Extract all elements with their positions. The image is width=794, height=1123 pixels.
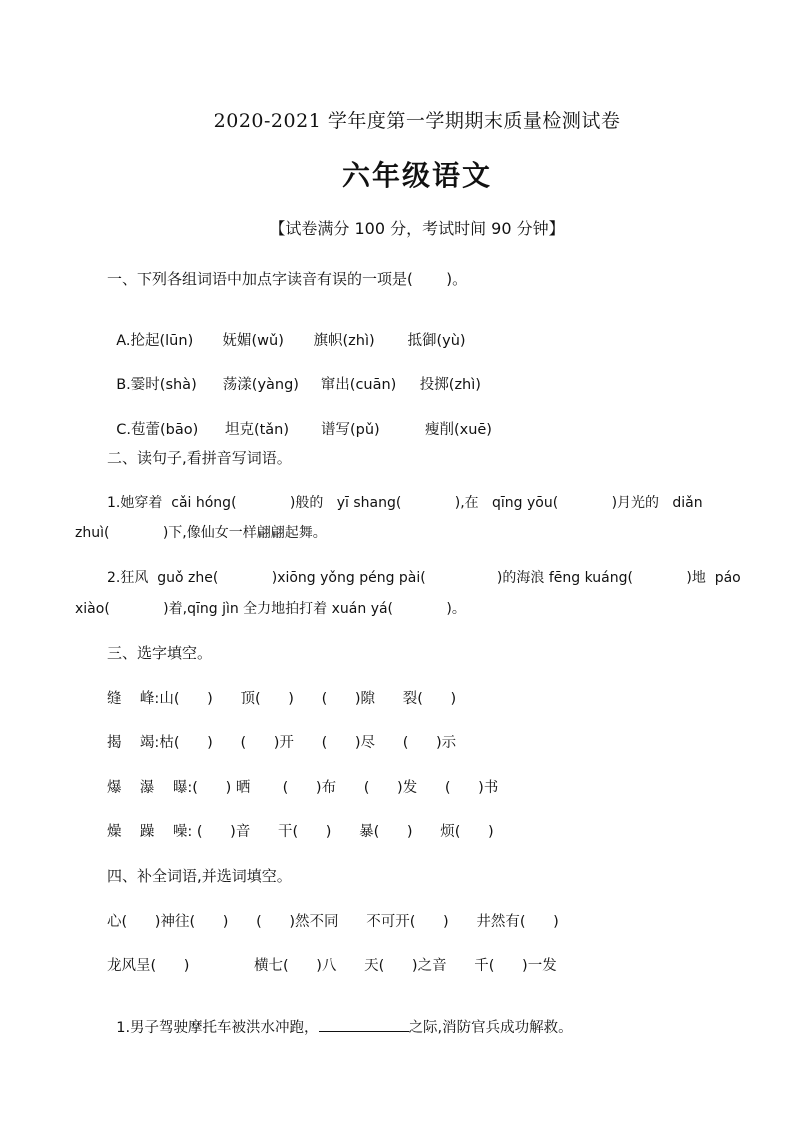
option-label: C. [116, 422, 131, 438]
section4-q1 [107, 1000, 573, 1037]
option-item: 谱写(pǔ) [320, 422, 380, 438]
fill-row-2: 揭 竭:枯( ) ( )开 ( )尽 ( )示 [107, 735, 457, 751]
option-label: B. [116, 377, 131, 393]
fill-row-4: 燥 躁 噪: ( )音 干( ) 暴( ) 烦( ) [107, 824, 494, 840]
fill-row-1: 缝 峰:山( ) 顶( ) ( )隙 裂( ) [107, 691, 457, 707]
idiom-row-1: 心( )神往( ) ( )然不同 不可开( ) 井然有( ) [107, 914, 559, 930]
option-item: 妩媚(wǔ) [222, 333, 284, 349]
section1-heading: 一、下列各组词语中加点字读音有误的一项是( )。 [107, 270, 468, 288]
q1-text-after: 之际,消防官兵成功解救。 [408, 1020, 573, 1036]
q1-text-before: 1.男子驾驶摩托车被洪水冲跑， [116, 1020, 319, 1036]
option-label: A. [116, 333, 131, 349]
option-b [107, 357, 481, 394]
option-item: 抵御(yù) [407, 333, 466, 349]
fill-row-3: 爆 瀑 曝:( ) 晒 ( )布 ( )发 ( )书 [107, 780, 499, 796]
section4-heading: 四、补全词语,并选词填空。 [107, 867, 292, 885]
idiom-row-2: 龙风呈( ) 横七( )八 天( )之音 千( )一发 [107, 958, 557, 974]
section2-heading: 二、读句子,看拼音写词语。 [107, 449, 292, 467]
option-a [107, 313, 466, 350]
option-item: 投掷(zhì) [419, 377, 481, 393]
option-item: 坦克(tǎn) [224, 422, 290, 438]
q1-line1: 1.她穿着 cǎi hóng( )般的 yī shang( ),在 qīng yōu( )月光的 diǎn [107, 495, 703, 511]
exam-info: 【试卷满分 100 分，考试时间 90 分钟】 [269, 219, 565, 238]
option-item: 苞蕾(bāo) [130, 422, 199, 438]
option-item: 霎时(shà) [130, 377, 197, 393]
option-item: 抡起(lūn) [130, 333, 194, 349]
section3-heading: 三、选字填空。 [107, 644, 213, 662]
q2-line1: 2.狂风 guǒ zhe( )xiōng yǒng péng pài( )的海浪 fēng kuáng( )地 páo [107, 570, 741, 586]
q1-line2: zhuì( )下,像仙女一样翩翩起舞。 [75, 525, 327, 541]
option-item: 瘦削(xuē) [424, 422, 492, 438]
subject-title: 六年级语文 [341, 159, 492, 192]
option-item: 荡漾(yàng) [222, 377, 299, 393]
answer-blank[interactable] [319, 1017, 409, 1032]
exam-title: 2020-2021 学年度第一学期期末质量检测试卷 [213, 110, 621, 132]
option-c [107, 402, 492, 439]
q2-line2: xiào( )着,qīng jìn 全力地拍打着 xuán yá( )。 [75, 601, 466, 617]
option-item: 旗帜(zhì) [313, 333, 375, 349]
option-item: 窜出(cuān) [320, 377, 397, 393]
